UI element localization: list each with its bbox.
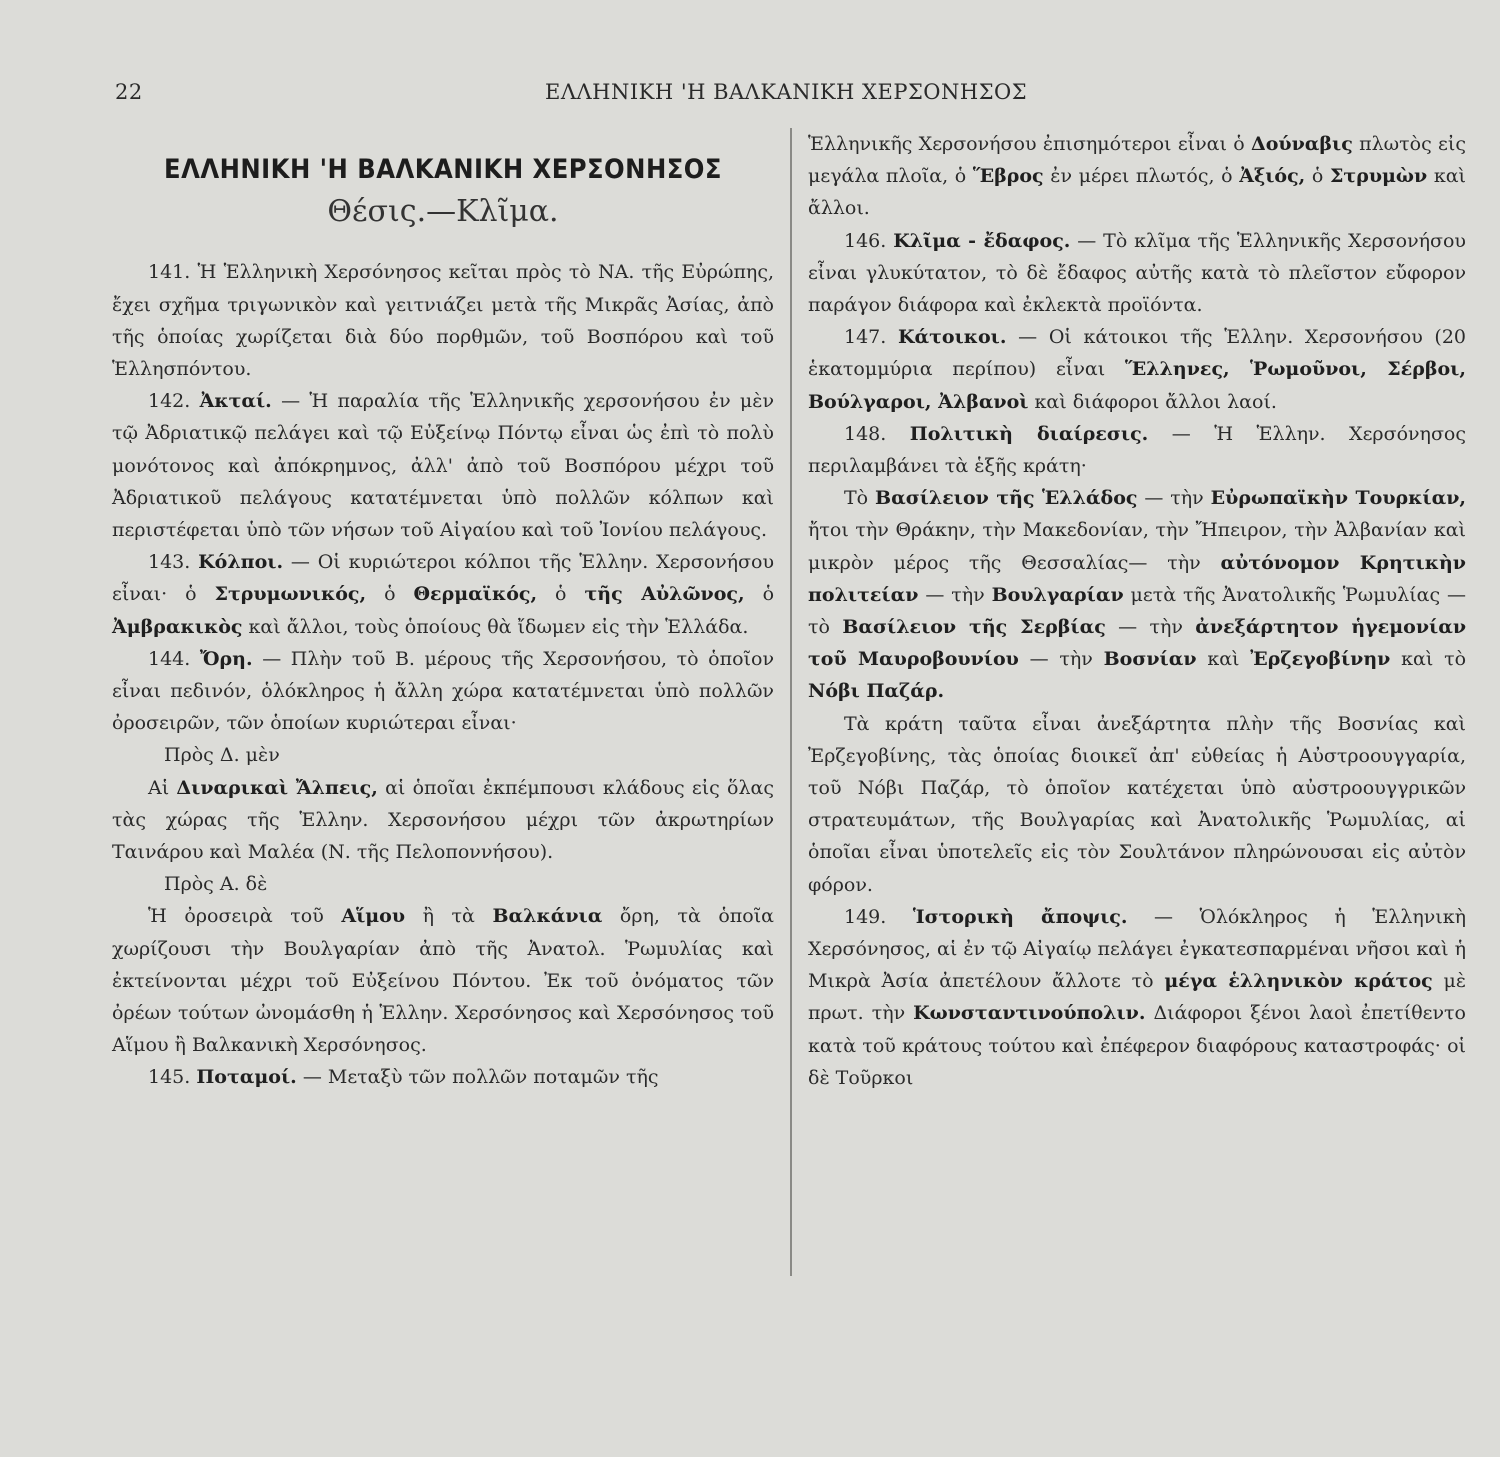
section-text: Διάφοροι ξένοι λαοὶ ἐπετίθεντο κατὰ τοῦ κράτους τούτου καὶ ἐπέφερον διαφόρους καταστροφάς· οἱ δὲ Τοῦρκοι (808, 1002, 1466, 1089)
chapter-title: ΕΛΛΗΝΙΚΗ 'Η ΒΑΛΚΑΝΙΚΗ ΧΕΡΣΟΝΗΣΟΣ (164, 154, 722, 185)
section-147 (808, 321, 1466, 418)
term: Αἵμου (341, 905, 406, 928)
left-column (112, 142, 774, 1094)
section-text: — Πλὴν τοῦ Β. μέρους τῆς Χερσονήσου, τὸ ὁποῖον εἶναι πεδινόν, ὁλόκληρος ἡ ἄλλη χώρα κατατέμνεται ὑπὸ πολλῶν ὀροσειρῶν, τῶν ὁποίων κυριώτεραι εἶναι· (112, 647, 774, 735)
right-column (808, 128, 1466, 1094)
section-heading: Ἀκταί. (199, 390, 272, 413)
section-text: ἐν μέρει πλωτός, ὁ (1050, 165, 1233, 188)
section-number: 149. (844, 905, 887, 928)
section-text: Αἱ (148, 776, 170, 799)
section-text: καὶ τὸ (1401, 648, 1467, 671)
term: Βαλκάνια (492, 905, 603, 928)
section-text: καὶ ἄλλοι, τοὺς ὁποίους θὰ ἴδωμεν εἰς τὴν Ἑλλάδα. (248, 615, 749, 638)
section-text: ἢ τὰ (422, 905, 475, 928)
section-text: αἱ ὁποῖαι ἐκπέμπουσι κλάδους εἰς ὅλας τὰς χώρας τῆς Ἑλλην. Χερσονήσου μέχρι τῶν ἀκρωτηρίων Ταινάρου καὶ Μαλέα (Ν. τῆς Πελοποννήσου). (112, 776, 774, 864)
term: Ἕβρος (972, 165, 1044, 188)
section-text: — Μεταξὺ τῶν πολλῶν ποταμῶν τῆς (302, 1066, 659, 1089)
section-text: — τὴν (1118, 616, 1183, 639)
section-text: ἤτοι τὴν Θράκην, τὴν Μακεδονίαν, τὴν Ἤπειρον, τὴν Ἀλβανίαν καὶ μικρὸν μέρος τῆς Θεσσαλίας— τὴν (808, 519, 1466, 574)
section-heading: Κόλποι. (198, 551, 284, 574)
section-number: 144. (148, 647, 191, 670)
term: τῆς Αὐλῶνος, (584, 583, 745, 606)
section-text: ὁ (762, 583, 775, 606)
section-148 (808, 418, 1466, 482)
section-text: μετὰ τῆς Ἀνατολικῆς Ῥωμυλίας — τὸ (808, 583, 1467, 639)
section-text: ὁ (1311, 165, 1324, 188)
chapter-subtitle: Θέσις.—Κλῖμα. (327, 194, 559, 230)
section-text: μὲ πρωτ. τὴν (808, 970, 1467, 1025)
term: Ἐρζεγοβίνην (1250, 648, 1391, 671)
section-heading: Κλῖμα - ἔδαφος. (893, 229, 1071, 252)
section-number: 142. (148, 390, 191, 413)
section-text: — τὴν (1029, 648, 1093, 671)
section-text: ὁ (384, 583, 396, 606)
section-141: 141. Ἡ Ἑλληνικὴ Χερσόνησος κεῖται πρὸς τὸ ΝΑ. τῆς Εὐρώπης, ἔχει σχῆμα τριγωνικὸν καὶ γειτνιάζει μετὰ τῆς Μικρᾶς Ἀσίας, ἀπὸ τῆς ὁποίας χωρίζεται διὰ δύο πορθμῶν, τοῦ Βοσπόρου καὶ τοῦ Ἑλλησπόντου. (112, 261, 774, 381)
subheading-east: Πρὸς Α. δὲ (164, 873, 268, 896)
section-text: Ἑλληνικῆς Χερσονήσου ἐπισημότεροι εἶναι ὁ (808, 133, 1245, 155)
section-number: 145. (148, 1066, 191, 1089)
section-text: — Τὸ κλῖμα τῆς Ἑλληνικῆς Χερσονήσου εἶναι γλυκύτατον, τὸ δὲ ἔδαφος αὐτῆς κατὰ τὸ πλεῖστον εὔφορον παράγον διάφορα καὶ ἐκλεκτὰ προϊόντα. (808, 229, 1466, 317)
term: Ἀμβρακικὸς (112, 615, 243, 638)
section-145 (112, 1061, 774, 1093)
term: Εὐρωπαϊκὴν Τουρκίαν, (1210, 487, 1466, 510)
section-144 (112, 643, 774, 740)
term: Ἕλληνες, Ῥωμοῦνοι, Σέρβοι, Βούλγαροι, Ἀλβανοὶ (808, 358, 1466, 413)
term: Διναρικαὶ Ἄλπεις, (176, 776, 378, 799)
term: αὐτόνομον Κρητικὴν πολιτείαν (808, 551, 1466, 606)
section-text: Τὸ (844, 487, 869, 510)
haemus-paragraph (112, 900, 774, 1061)
term: Βουλγαρίαν (991, 583, 1124, 606)
section-number: 143. (148, 551, 191, 574)
section-heading: Ποταμοί. (196, 1066, 297, 1089)
term: Νόβι Παζάρ. (808, 680, 945, 703)
section-number: 147. (844, 326, 887, 349)
section-text: Ἡ ὀροσειρὰ τοῦ (148, 905, 324, 928)
running-title: ΕΛΛΗΝΙΚΗ 'Η ΒΑΛΚΑΝΙΚΗ ΧΕΡΣΟΝΗΣΟΣ (545, 80, 1028, 104)
term: Βασίλειον τῆς Ἑλλάδος (875, 487, 1138, 510)
section-text: — Οἱ κυριώτεροι κόλποι τῆς Ἑλλην. Χερσονήσου εἶναι· ὁ (112, 551, 775, 606)
section-text: — Ὁλόκληρος ἡ Ἑλληνικὴ Χερσόνησος, αἱ ἐν τῷ Αἰγαίῳ πελάγει ἐγκατεσπαρμέναι νῆσοι καὶ ἡ Μικρὰ Ἀσία ἀπετέλουν ἄλλοτε τὸ (808, 905, 1467, 993)
subheading-west: Πρὸς Δ. μὲν (164, 744, 280, 767)
column-divider (790, 128, 792, 1276)
section-number: 148. (844, 422, 887, 445)
section-number: 146. (844, 229, 887, 252)
section-heading: Ὄρη. (199, 647, 253, 670)
section-text: — τὴν (925, 583, 985, 606)
page-number: 22 (115, 80, 143, 104)
section-text: — Οἱ κάτοικοι τῆς Ἑλλην. Χερσονήσου (20 ἑκατομμύρια περίπου) εἶναι (808, 326, 1467, 381)
term: Θερμαϊκός, (413, 583, 538, 606)
states-status-paragraph: Τὰ κράτη ταῦτα εἶναι ἀνεξάρτητα πλὴν τῆς Βοσνίας καὶ Ἐρζεγοβίνης, τὰς ὁποίας διοικεῖ ἀπ' εὐθείας ἡ Αὐστροουγγαρία, τοῦ Νόβι Παζάρ, τὸ ὁποῖον κατέχεται ὑπὸ αὐστροουγγρικῶν στρατευμάτων, τῆς Βουλγαρίας καὶ Ἀνατολικῆς Ῥωμυλίας, αἱ ὁποῖαι εἶναι ὑποτελεῖς εἰς τὸν Σουλτάνον πληρώνουσαι εἰς αὐτὸν φόρον. (808, 712, 1466, 896)
section-text: καὶ (1207, 648, 1240, 671)
section-text: — τὴν (1144, 487, 1204, 510)
section-149 (808, 901, 1466, 1094)
term: ἀνεξάρτητον ἡγεμονίαν τοῦ Μαυροβουνίου (808, 616, 1466, 671)
section-text: — Ἡ παραλία τῆς Ἑλληνικῆς χερσονήσου ἐν μὲν τῷ Ἀδριατικῷ πελάγει καὶ τῷ Εὐξείνῳ Πόντῳ εἶναι ὡς ἐπὶ τὸ πολὺ μονότονος καὶ ἀπόκρημνος, ἀλλ' ἀπὸ τοῦ Βοσπόρου μέχρι τοῦ Ἀδριατικοῦ πελάγους κατατέμνεται ὑπὸ πολλῶν κόλπων καὶ περιστέφεται ὑπὸ τῶν νήσων τοῦ Αἰγαίου καὶ τοῦ Ἰονίου πελάγους. (112, 390, 775, 542)
section-text: — Ἡ Ἑλλην. Χερσόνησος περιλαμβάνει τὰ ἑξῆς κράτη· (808, 422, 1466, 478)
section-text: πλωτὸς εἰς μεγάλα πλοῖα, ὁ (808, 133, 1466, 188)
section-143 (112, 546, 774, 643)
states-list (808, 482, 1466, 707)
term: Κωνσταντινούπολιν. (913, 1002, 1146, 1025)
section-text: ὄρη, τὰ ὁποῖα χωρίζουσι τὴν Βουλγαρίαν ἀπὸ τῆς Ἀνατολ. Ῥωμυλίας καὶ ἐκτείνονται μέχρι τοῦ Εὐξείνου Πόντου. Ἐκ τοῦ ὀνόματος τῶν ὀρέων τούτων ὠνομάσθη ἡ Ἑλλην. Χερσόνησος καὶ Χερσόνησος τοῦ Αἵμου ἢ Βαλκανικὴ Χερσόνησος. (112, 905, 775, 1057)
section-text: καὶ διάφοροι ἄλλοι λαοί. (1034, 390, 1277, 413)
dinaric-alps-paragraph (112, 772, 774, 869)
term: Στρυμὼν (1329, 165, 1428, 188)
term: μέγα ἑλληνικὸν κράτος (1164, 970, 1433, 993)
running-header (110, 80, 1470, 110)
section-heading: Ἱστορικὴ ἄποψις. (912, 905, 1128, 928)
section-146 (808, 225, 1466, 322)
section-142 (112, 385, 774, 546)
term: Ἀξιός, (1239, 165, 1306, 188)
rivers-continued (808, 128, 1466, 225)
term: Δούναβις (1251, 133, 1353, 155)
term: Βοσνίαν (1103, 648, 1197, 671)
section-heading: Πολιτικὴ διαίρεσις. (909, 422, 1149, 445)
section-text: ὁ (555, 583, 567, 606)
term: Στρυμωνικός, (214, 583, 367, 606)
section-text: καὶ ἄλλοι. (808, 165, 1466, 220)
section-heading: Κάτοικοι. (897, 326, 1007, 349)
term: Βασίλειον τῆς Σερβίας (842, 616, 1106, 639)
